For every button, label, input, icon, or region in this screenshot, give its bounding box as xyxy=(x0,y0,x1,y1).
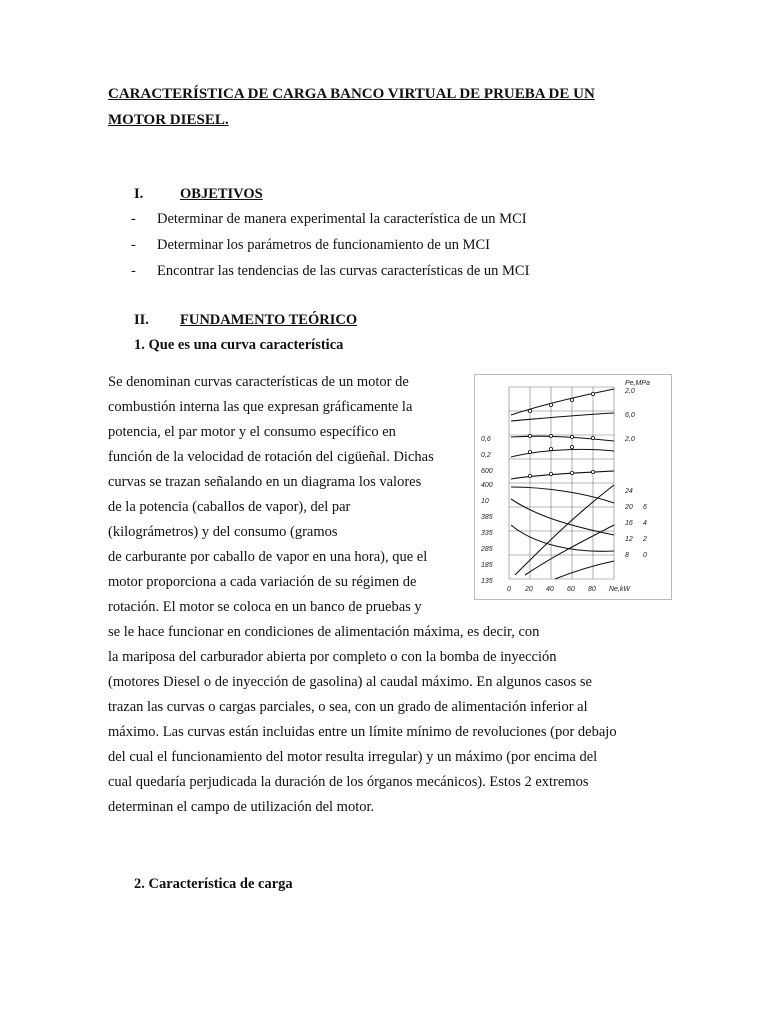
body-text-line: máximo. Las curvas están incluidas entre un límite mínimo de revoluciones (por debajo xyxy=(108,724,617,740)
body-text-line: del cual el funcionamiento del motor resulta irregular) y un máximo (por encima del xyxy=(108,749,598,765)
svg-text:285: 285 xyxy=(481,546,493,553)
section1-heading: OBJETIVOS xyxy=(180,186,263,202)
svg-text:135: 135 xyxy=(481,578,493,585)
body-text-line: la mariposa del carburador abierta por completo o con la bomba de inyección xyxy=(108,649,557,665)
svg-text:Ne,kW: Ne,kW xyxy=(609,586,630,593)
body-text-line: combustión interna las que expresan gráficamente la xyxy=(108,399,413,415)
svg-text:40: 40 xyxy=(546,586,554,593)
document-title-line2: MOTOR DIESEL. xyxy=(108,112,229,128)
diagram-graphic xyxy=(475,375,671,599)
svg-text:385: 385 xyxy=(481,514,493,521)
svg-text:0: 0 xyxy=(507,586,511,593)
bullet-dash: - xyxy=(131,237,136,253)
body-text-line: rotación. El motor se coloca en un banco de pruebas y xyxy=(108,599,422,615)
objective-item: Determinar los parámetros de funcionamiento de un MCI xyxy=(157,237,490,253)
body-text-line: función de la velocidad de rotación del cigüeñal. Dichas xyxy=(108,449,434,465)
body-text-line: cual quedaría perjudicada la duración de los órganos mecánicos). Estos 2 extremos xyxy=(108,774,589,790)
svg-text:16: 16 xyxy=(625,520,633,527)
body-text-line: (motores Diesel o de inyección de gasolina) al caudal máximo. En algunos casos se xyxy=(108,674,592,690)
body-text-line: de la potencia (caballos de vapor), del par xyxy=(108,499,351,515)
svg-text:185: 185 xyxy=(481,562,493,569)
svg-text:6: 6 xyxy=(643,504,647,511)
svg-text:24: 24 xyxy=(625,488,633,495)
svg-text:2,0: 2,0 xyxy=(625,436,635,443)
svg-text:8: 8 xyxy=(625,552,629,559)
body-text-line: motor proporciona a cada variación de su régimen de xyxy=(108,574,417,590)
engine-characteristic-diagram xyxy=(474,374,672,600)
svg-text:Pe,MPa: Pe,MPa xyxy=(625,380,650,387)
objective-item: Encontrar las tendencias de las curvas características de un MCI xyxy=(157,263,530,279)
body-text-line: se le hace funcionar en condiciones de alimentación máxima, es decir, con xyxy=(108,624,540,640)
section1-number: I. xyxy=(134,186,144,202)
subsection2-heading: 2. Característica de carga xyxy=(134,876,293,892)
svg-text:4: 4 xyxy=(643,520,647,527)
svg-text:2: 2 xyxy=(643,536,647,543)
svg-text:600: 600 xyxy=(481,468,493,475)
svg-text:20: 20 xyxy=(625,504,633,511)
svg-text:60: 60 xyxy=(567,586,575,593)
bullet-dash: - xyxy=(131,211,136,227)
section2-heading: FUNDAMENTO TEÓRICO xyxy=(180,312,358,328)
svg-text:335: 335 xyxy=(481,530,493,537)
svg-text:20: 20 xyxy=(525,586,533,593)
objective-item: Determinar de manera experimental la característica de un MCI xyxy=(157,211,527,227)
svg-text:2,0: 2,0 xyxy=(625,388,635,395)
svg-text:0,6: 0,6 xyxy=(481,436,491,443)
body-text-line: trazan las curvas o cargas parciales, o sea, con un grado de alimentación inferior al xyxy=(108,699,588,715)
svg-text:10: 10 xyxy=(481,498,489,505)
body-text-line: potencia, el par motor y el consumo específico en xyxy=(108,424,396,440)
svg-text:400: 400 xyxy=(481,482,493,489)
svg-text:12: 12 xyxy=(625,536,633,543)
document-title-line1: CARACTERÍSTICA DE CARGA BANCO VIRTUAL DE PRUEBA DE UN xyxy=(108,86,595,102)
body-text-line: (kilográmetros) y del consumo (gramos xyxy=(108,524,338,540)
svg-text:0: 0 xyxy=(643,552,647,559)
svg-text:0,2: 0,2 xyxy=(481,452,491,459)
body-text-line: de carburante por caballo de vapor en una hora), que el xyxy=(108,549,428,565)
svg-text:6,0: 6,0 xyxy=(625,412,635,419)
body-text-line: Se denominan curvas características de un motor de xyxy=(108,374,409,390)
svg-text:80: 80 xyxy=(588,586,596,593)
section2-number: II. xyxy=(134,312,149,328)
body-text-line: determinan el campo de utilización del motor. xyxy=(108,799,375,815)
body-text-line: curvas se trazan señalando en un diagrama los valores xyxy=(108,474,422,490)
subsection1-heading: 1. Que es una curva característica xyxy=(134,337,344,353)
bullet-dash: - xyxy=(131,263,136,279)
